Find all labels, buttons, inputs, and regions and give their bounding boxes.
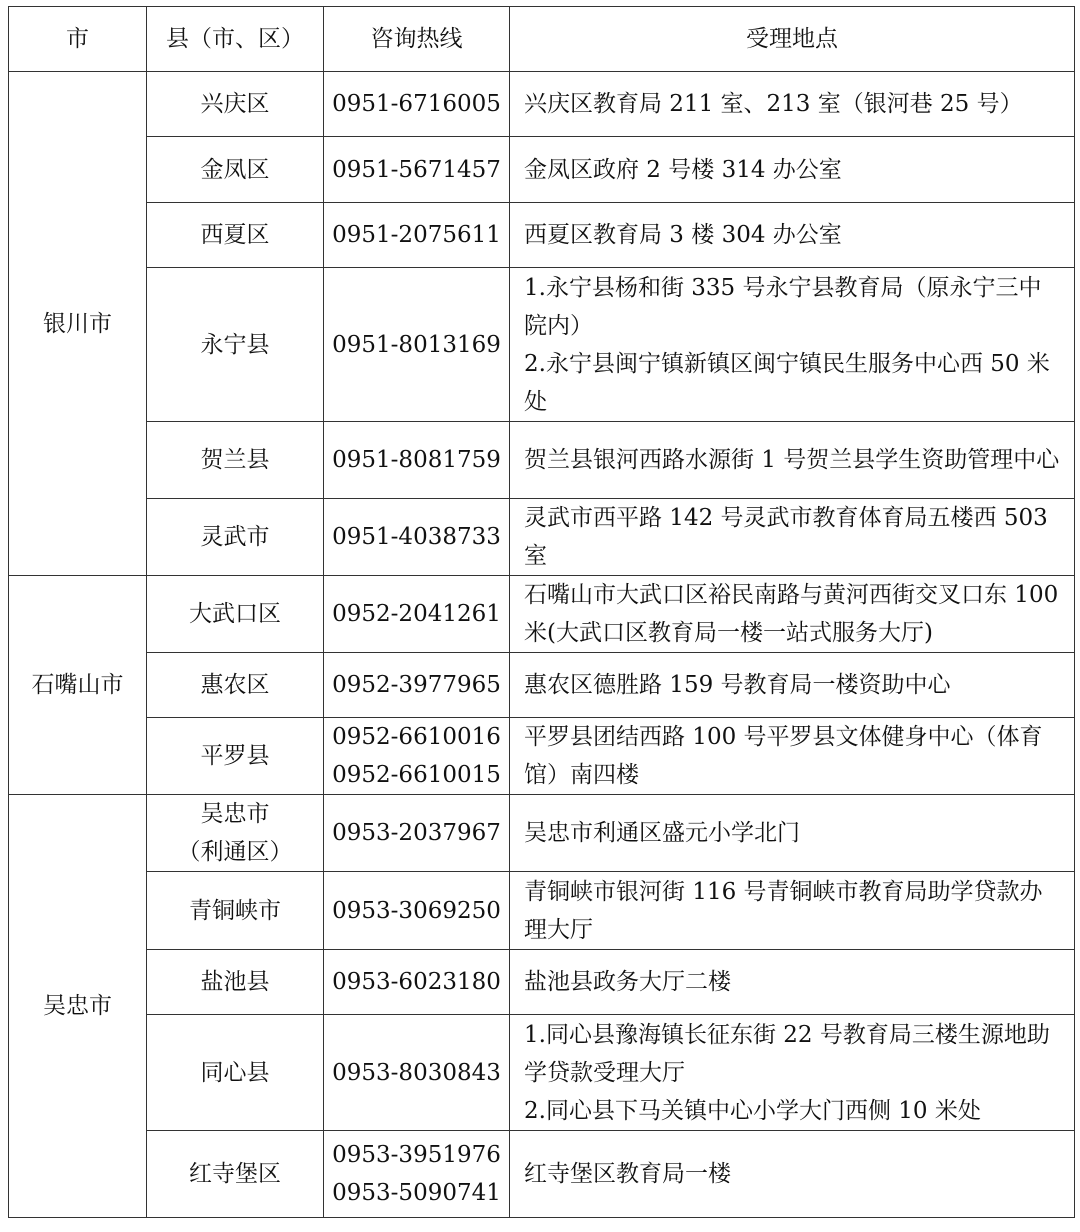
address-cell [510, 422, 1075, 499]
county-cell [147, 268, 324, 422]
address-cell [510, 137, 1075, 203]
hotline-cell-line: 0951-4038733 [332, 524, 501, 550]
hotline-cell [324, 576, 510, 653]
table-row [9, 1015, 1075, 1131]
county-cell-line: 平罗县 [200, 743, 270, 769]
table-row [9, 137, 1075, 203]
address-cell-line: 兴庆区教育局 211 室、213 室（银河巷 25 号） [524, 91, 1023, 117]
address-cell [510, 499, 1075, 576]
table-row [9, 795, 1075, 872]
county-cell-line: 同心县 [200, 1059, 270, 1086]
header-row [9, 7, 1075, 72]
county-cell-line: 惠农区 [200, 672, 270, 698]
hotline-cell [324, 203, 510, 268]
hotline-cell-line: 0952-6610016 [332, 724, 501, 750]
address-cell [510, 1131, 1075, 1218]
hotline-cell [324, 872, 510, 950]
header-county: 县（市、区） [147, 7, 324, 72]
hotline-cell-line: 0951-5671457 [332, 156, 501, 183]
table-row [9, 872, 1075, 950]
address-cell-line: 贺兰县银河西路水源街 1 号贺兰县学生资助管理中心 [524, 447, 1060, 473]
county-cell [147, 422, 324, 499]
address-cell [510, 950, 1075, 1015]
address-cell-line: 惠农区德胜路 159 号教育局一楼资助中心 [524, 672, 951, 698]
county-cell-line: 贺兰县 [200, 447, 270, 473]
address-cell [510, 203, 1075, 268]
table-row [9, 653, 1075, 718]
hotline-cell-line: 0951-8013169 [332, 331, 501, 358]
table-row [9, 950, 1075, 1015]
county-cell [147, 137, 324, 203]
county-cell-line: 盐池县 [200, 969, 270, 995]
hotline-cell-line: 0951-2075611 [332, 222, 501, 248]
address-cell-line: 金凤区政府 2 号楼 314 办公室 [524, 156, 842, 183]
header-city: 市 [9, 7, 147, 72]
hotline-cell-line: 0952-2041261 [332, 601, 501, 627]
hotline-cell-line: 0951-8081759 [332, 447, 501, 473]
hotline-cell-line: 0953-5090741 [332, 1180, 501, 1206]
county-cell [147, 653, 324, 718]
hotline-cell [324, 950, 510, 1015]
table-row [9, 268, 1075, 422]
hotline-cell [324, 499, 510, 576]
address-cell-line: 2.永宁县闽宁镇新镇区闽宁镇民生服务中心西 50 米处 [524, 350, 1050, 415]
address-cell-line: 吴忠市利通区盛元小学北门 [524, 820, 800, 846]
loan-office-table [8, 6, 1075, 1218]
county-cell [147, 950, 324, 1015]
hotline-cell [324, 1015, 510, 1131]
county-cell-line: 红寺堡区 [189, 1161, 281, 1187]
county-cell [147, 203, 324, 268]
table-row [9, 499, 1075, 576]
county-cell-line: （利通区） [177, 839, 293, 865]
county-cell [147, 795, 324, 872]
county-cell-line: 金凤区 [200, 156, 270, 183]
county-cell-line: 灵武市 [200, 524, 270, 550]
address-cell [510, 718, 1075, 795]
county-cell-line: 青铜峡市 [189, 897, 281, 924]
hotline-cell-line: 0951-6716005 [332, 91, 501, 117]
address-cell-line: 灵武市西平路 142 号灵武市教育体育局五楼西 503 室 [524, 505, 1048, 569]
address-cell-line: 西夏区教育局 3 楼 304 办公室 [524, 222, 842, 248]
city-cell: 吴忠市 [9, 795, 147, 1218]
address-cell [510, 795, 1075, 872]
county-cell-line: 大武口区 [189, 601, 281, 627]
county-cell [147, 576, 324, 653]
table-row [9, 72, 1075, 137]
table-row [9, 1131, 1075, 1218]
county-cell [147, 499, 324, 576]
address-cell [510, 653, 1075, 718]
hotline-cell [324, 268, 510, 422]
county-cell-line: 吴忠市 [200, 801, 270, 827]
header-hotline: 咨询热线 [324, 7, 510, 72]
hotline-cell-line: 0953-8030843 [332, 1059, 501, 1086]
address-cell-line: 红寺堡区教育局一楼 [524, 1161, 731, 1187]
header-address: 受理地点 [510, 7, 1075, 72]
county-cell [147, 1131, 324, 1218]
table-body [9, 72, 1075, 1218]
hotline-cell [324, 137, 510, 203]
hotline-cell-line: 0953-3951976 [332, 1142, 501, 1168]
address-cell [510, 268, 1075, 422]
address-cell-line: 2.同心县下马关镇中心小学大门西侧 10 米处 [524, 1097, 981, 1124]
address-cell-line: 1.同心县豫海镇长征东街 22 号教育局三楼生源地助学贷款受理大厅 [524, 1021, 1050, 1086]
city-cell: 银川市 [9, 72, 147, 576]
county-cell-line: 永宁县 [200, 331, 270, 358]
table-row [9, 576, 1075, 653]
address-cell-line: 1.永宁县杨和街 335 号永宁县教育局（原永宁三中院内） [524, 274, 1042, 339]
hotline-cell [324, 72, 510, 137]
county-cell [147, 872, 324, 950]
address-cell [510, 72, 1075, 137]
address-cell [510, 576, 1075, 653]
hotline-cell-line: 0952-6610015 [332, 762, 501, 788]
county-cell-line: 西夏区 [200, 222, 270, 248]
hotline-cell [324, 795, 510, 872]
hotline-cell-line: 0953-3069250 [332, 897, 501, 924]
address-cell-line: 石嘴山市大武口区裕民南路与黄河西街交叉口东 100 米(大武口区教育局一楼一站式服务大厅) [524, 582, 1059, 646]
hotline-cell [324, 718, 510, 795]
county-cell [147, 1015, 324, 1131]
address-cell-line: 盐池县政务大厅二楼 [524, 969, 731, 995]
table-row [9, 718, 1075, 795]
address-cell [510, 1015, 1075, 1131]
hotline-cell [324, 653, 510, 718]
hotline-cell [324, 422, 510, 499]
table-row [9, 422, 1075, 499]
address-cell-line: 青铜峡市银河街 116 号青铜峡市教育局助学贷款办理大厅 [524, 878, 1043, 943]
county-cell [147, 718, 324, 795]
hotline-cell-line: 0953-6023180 [332, 969, 501, 995]
table-row [9, 203, 1075, 268]
hotline-cell-line: 0952-3977965 [332, 672, 501, 698]
hotline-cell-line: 0953-2037967 [332, 820, 501, 846]
county-cell-line: 兴庆区 [200, 91, 270, 117]
address-cell [510, 872, 1075, 950]
address-cell-line: 平罗县团结西路 100 号平罗县文体健身中心（体育馆）南四楼 [524, 724, 1043, 788]
hotline-cell [324, 1131, 510, 1218]
city-cell: 石嘴山市 [9, 576, 147, 795]
county-cell [147, 72, 324, 137]
